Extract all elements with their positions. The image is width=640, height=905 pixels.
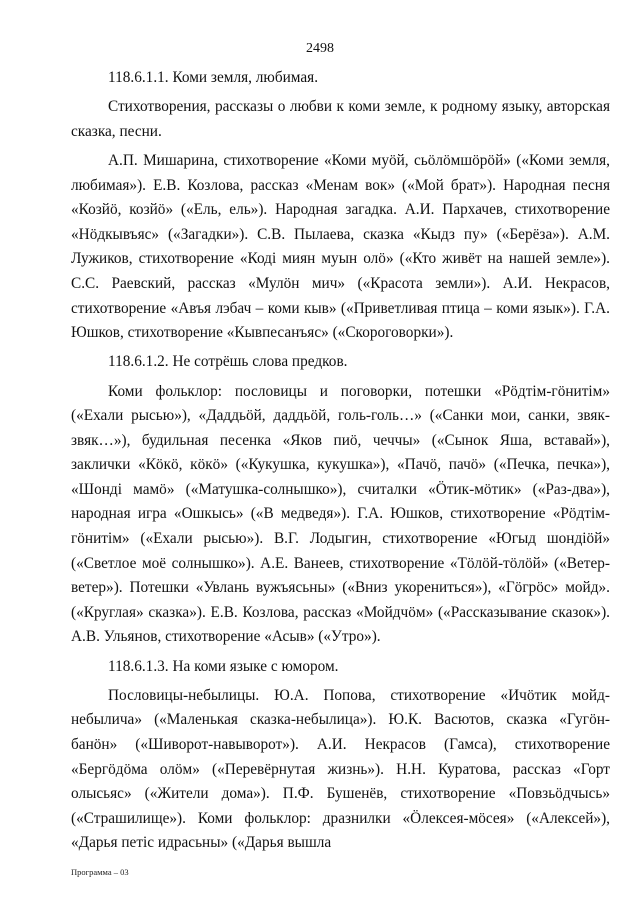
paragraph: Стихотворения, рассказы о любви к коми земле, к родному языку, авторская сказка, песни. (71, 98, 610, 140)
section-heading: 118.6.1.2. Не сотрёшь слова предков. (108, 353, 348, 371)
paragraph: А.П. Мишарина, стихотворение «Коми муöй, сьöлöмшöрöй» («Коми земля, любимая»). Е.В. Козлова, рассказ «Менам вок» («Мой брат»). Народная песня «Козйö, козйö» («Ель, ель»). Народная загадка. А.И. Пархачев, стихотворение «Нöдкывъяс» («Загадки»). С.В. Пылаева, сказка «Кыдз пу» («Берёза»). А.М. Лужиков, стихотворение «Кодi миян муын олö» («Кто живёт на нашей земле»). С.С. Раевский, рассказ «Мулöн мич» («Красота земли»). А.И. Некрасов, стихотворение «Авъя лэбач – коми кыв» («Приветливая птица – коми язык»). Г.А. Юшков, стихотворение «Кывпесанъяс» («Скороговорки»). (71, 151, 610, 342)
page-number: 2498 (306, 41, 334, 56)
section-heading: 118.6.1.1. Коми земля, любимая. (108, 69, 319, 86)
paragraph: Пословицы-небылицы. Ю.А. Попова, стихотворение «Ичöтик мойд-небылича» («Маленькая сказка-небылица»). Ю.К. Васютов, сказка «Гугöн- банöн» («Шиворот-навыворот»). А.И. Некрасов (Гамса), стихотворение «Бергöдöма олöм» («Перевёрнутая жизнь»). Н.Н. Куратова, рассказ «Горт олысьяс» («Жители дома»). П.Ф. Бушенёв, стихотворение «Повзьöдчысь» («Страшилище»). Коми фольклор: дразнилки «Öлексея-мöсея» («Алексей»), «Дарья петiс идрасьны» («Дарья вышла (71, 686, 610, 852)
section-heading: 118.6.1.3. На коми языке с юмором. (108, 657, 339, 675)
document-body (71, 66, 610, 861)
page-footer: Программа – 03 (71, 867, 129, 877)
paragraph: Коми фольклор: пословицы и поговорки, потешки «Рöдтiм-гöнитiм» («Ехали рысью»), «Даддьöй, даддьöй, голь-голь…» («Санки мои, санки, звяк- звяк…»), будильная песенка «Яков пиö, чеччы» («Сынок Яша, вставай»), заклички «Кöкö, кöкö» («Кукушка, кукушка»), «Пачö, пачö» («Печка, печка»), «Шондi мамö» («Матушка-солнышко»), считалки «Öтик-мöтик» («Раз-два»), народная игра «Ошкысь» («В медведя»). Г.А. Юшков, стихотворение «Рöдтiм- гöнитiм» («Ехали рысью»). В.Г. Лодыгин, стихотворение «Югыд шондiöй» («Светлое моё солнышко»). А.Е. Ванеев, стихотворение «Тöлöй-тöлöй» («Ветер-ветер»). Потешки «Увлань вужъясьны» («Вниз укорениться»), «Гöгрöс» мойд». («Круглая» сказка»). Е.В. Козлова, рассказ «Мойдчöм» («Рассказывание сказок»). А.В. Ульянов, стихотворение «Асыв» («Утро»). (71, 382, 610, 646)
